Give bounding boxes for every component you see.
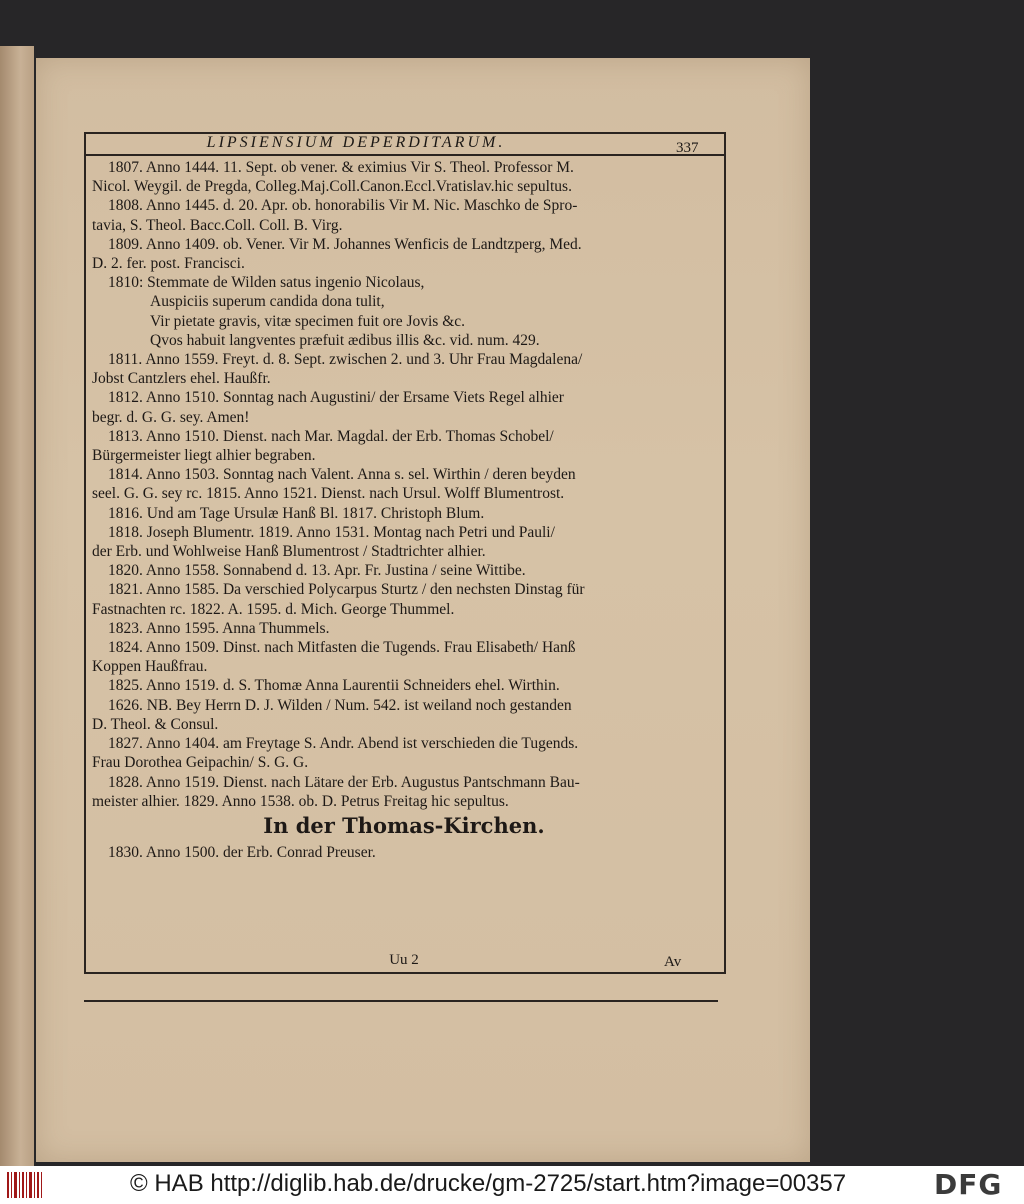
register-entry <box>92 196 716 234</box>
entry-line: Qvos habuit langventes præfuit ædibus illis &c. vid. num. 429. <box>150 331 540 349</box>
section-heading: In der Thomas-Kirchen. <box>263 812 545 838</box>
signature-mark: Uu 2 <box>389 952 419 968</box>
hab-barcode-icon <box>6 1170 44 1200</box>
entry-line: 1626. NB. Bey Herrn D. J. Wilden / Num. 542. ist weiland noch gestanden <box>108 696 572 714</box>
entry-line: der Erb. und Wohlweise Hanß Blumentrost / Stadtrichter alhier. <box>92 543 486 561</box>
entry-line: seel. G. G. sey rc. 1815. Anno 1521. Dienst. nach Ursul. Wolff Blumentrost. <box>92 485 565 503</box>
running-head: LIPSIENSIUM DEPERDITARUM. <box>206 134 506 151</box>
entry-line: Bürgermeister liegt alhier begraben. <box>92 447 316 465</box>
entry-line: 1814. Anno 1503. Sonntag nach Valent. Anna s. sel. Wirthin / deren beyden <box>108 466 576 484</box>
register-entry <box>92 843 716 862</box>
dfg-logo: DFG <box>934 1168 1003 1201</box>
footer-copyright-url[interactable]: © HAB http://diglib.hab.de/drucke/gm-2725/start.htm?image=00357 <box>130 1170 847 1197</box>
entry-line: Auspiciis superum candida dona tulit, <box>150 293 385 311</box>
register-entry <box>92 676 716 695</box>
register-entry <box>92 638 716 676</box>
entry-line: 1830. Anno 1500. der Erb. Conrad Preuser. <box>108 843 376 861</box>
entry-line: 1813. Anno 1510. Dienst. nach Mar. Magdal. der Erb. Thomas Schobel/ <box>108 427 554 445</box>
register-entry <box>92 465 716 503</box>
text-block <box>92 158 716 862</box>
entry-line: 1825. Anno 1519. d. S. Thomæ Anna Laurentii Schneiders ehel. Wirthin. <box>108 677 560 695</box>
entry-line: Koppen Haußfrau. <box>92 658 208 676</box>
entry-line: begr. d. G. G. sey. Amen! <box>92 408 250 426</box>
entry-line: 1818. Joseph Blumentr. 1819. Anno 1531. Montag nach Petri und Pauli/ <box>108 523 555 541</box>
entry-line: tavia, S. Theol. Bacc.Coll. Coll. B. Virg. <box>92 216 343 234</box>
entry-line: D. 2. fer. post. Francisci. <box>92 255 245 273</box>
entry-line: 1812. Anno 1510. Sonntag nach Augustini/ der Ersame Viets Regel alhier <box>108 389 564 407</box>
entry-line: 1821. Anno 1585. Da verschied Polycarpus Sturtz / den nechsten Dinstag für <box>108 581 585 599</box>
entry-line: 1808. Anno 1445. d. 20. Apr. ob. honorabilis Vir M. Nic. Maschko de Spro- <box>108 197 578 215</box>
register-entry <box>92 273 716 350</box>
entry-line: 1827. Anno 1404. am Freytage S. Andr. Abend ist verschieden die Tugends. <box>108 735 579 753</box>
register-entry <box>92 235 716 273</box>
entry-line: 1810: Stemmate de Wilden satus ingenio Nicolaus, <box>108 274 425 292</box>
entry-line: 1816. Und am Tage Ursulæ Hanß Bl. 1817. Christoph Blum. <box>108 504 485 522</box>
register-entry <box>92 388 716 426</box>
register-entry <box>92 561 716 580</box>
entry-line: D. Theol. & Consul. <box>92 715 219 733</box>
entry-line: 1824. Anno 1509. Dinst. nach Mitfasten die Tugends. Frau Elisabeth/ Hanß <box>108 639 576 657</box>
entry-line: Frau Dorothea Geipachin/ S. G. G. <box>92 754 309 772</box>
register-entry <box>92 619 716 638</box>
register-entry <box>92 696 716 734</box>
register-entry <box>92 427 716 465</box>
entry-line: 1823. Anno 1595. Anna Thummels. <box>108 619 330 637</box>
entry-line: 1807. Anno 1444. 11. Sept. ob vener. & eximius Vir S. Theol. Professor M. <box>108 159 574 176</box>
frame-bottom-rule <box>84 1000 718 1002</box>
entry-line: meister alhier. 1829. Anno 1538. ob. D. Petrus Freitag hic sepultus. <box>92 792 509 810</box>
entry-line: Fastnachten rc. 1822. A. 1595. d. Mich. George Thummel. <box>92 600 455 618</box>
entry-line: Vir pietate gravis, vitæ specimen fuit ore Jovis &c. <box>150 312 466 330</box>
register-entry <box>92 773 716 811</box>
entry-line: 1809. Anno 1409. ob. Vener. Vir M. Johannes Wenficis de Landtzperg, Med. <box>108 235 582 253</box>
register-entry <box>92 734 716 772</box>
register-entry <box>92 158 716 196</box>
entry-line: 1828. Anno 1519. Dienst. nach Lätare der Erb. Augustus Pantschmann Bau- <box>108 773 580 791</box>
adjacent-page-edge <box>0 46 34 1166</box>
entry-line: Nicol. Weygil. de Pregda, Colleg.Maj.Coll.Canon.Eccl.Vratislav.hic sepultus. <box>92 178 572 196</box>
entry-line: 1811. Anno 1559. Freyt. d. 8. Sept. zwischen 2. und 3. Uhr Frau Magdalena/ <box>108 351 583 369</box>
entry-line: 1820. Anno 1558. Sonnabend d. 13. Apr. Fr. Justina / seine Wittibe. <box>108 562 526 580</box>
book-page <box>36 58 810 1162</box>
register-entry <box>92 523 716 561</box>
catchword: Av <box>664 954 682 970</box>
page-number: 337 <box>676 140 699 156</box>
register-entry <box>92 504 716 523</box>
register-entry <box>92 580 716 618</box>
register-entry <box>92 350 716 388</box>
entry-line: Jobst Cantzlers ehel. Haußfr. <box>92 370 271 388</box>
